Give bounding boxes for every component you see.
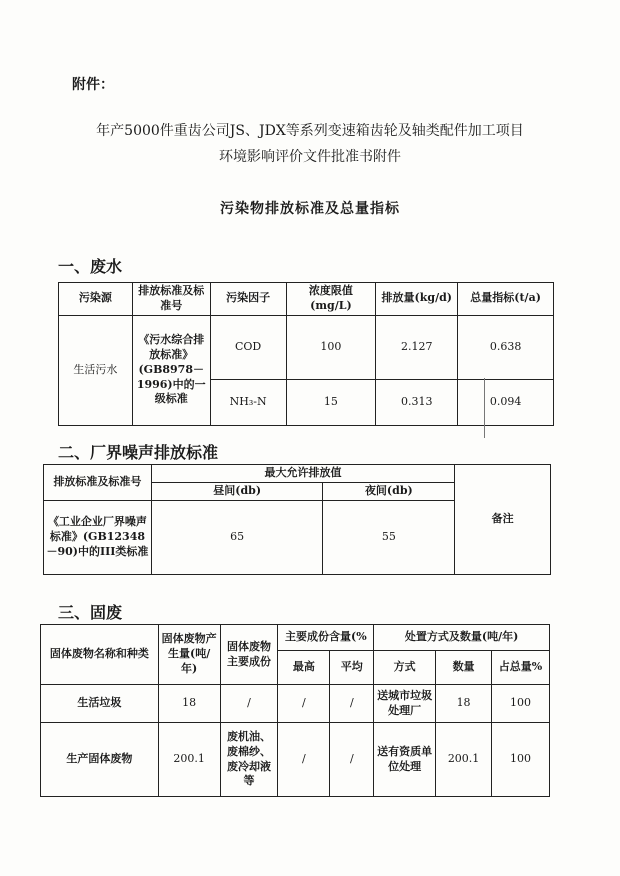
- wastewater-table: [58, 282, 554, 426]
- column-header: 主要成份含量(%: [278, 625, 374, 651]
- solid-waste-table: [40, 624, 550, 797]
- document-title-line1: 年产5000件重齿公司JS、JDX等系列变速箱齿轮及轴类配件加工项目: [96, 123, 524, 139]
- disposal-method-cell: 送城市垃圾处理厂: [374, 685, 436, 723]
- noise-table: [43, 464, 551, 575]
- column-header: 最高: [278, 651, 330, 685]
- day-value-cell: 65: [151, 501, 323, 575]
- standard-cell: 《工业企业厂界噪声标准》(GB12348－90)中的III类标准: [44, 501, 152, 575]
- table-row: [41, 723, 550, 797]
- column-header: 数量: [436, 651, 492, 685]
- column-header: 污染因子: [210, 283, 286, 316]
- discharge-cell: 2.127: [376, 315, 458, 379]
- column-header: 总量指标(t/a): [458, 283, 554, 316]
- disposal-method-cell: 送有资质单位处理: [374, 723, 436, 797]
- document-subtitle: 污染物排放标准及总量指标: [220, 201, 400, 217]
- column-header: 污染源: [59, 283, 133, 316]
- solid-waste-heading: 三、固废: [58, 603, 123, 622]
- column-header: 固体废物产生量(吨/年): [158, 625, 220, 685]
- table-row: [41, 685, 550, 723]
- table-header-row: [59, 283, 554, 316]
- column-header: 昼间(db): [151, 483, 323, 501]
- column-header: 备注: [455, 465, 551, 575]
- document-title-line2: 环境影响评价文件批准书附件: [219, 149, 401, 165]
- high-cell: /: [278, 723, 330, 797]
- column-header: 固体废物名称和种类: [41, 625, 159, 685]
- total-cell: 0.638: [458, 315, 554, 379]
- output-cell: 18: [158, 685, 220, 723]
- avg-cell: /: [330, 723, 374, 797]
- standard-cell: 《污水综合排放标准》(GB8978－1996)中的一级标准: [132, 315, 210, 425]
- attachment-label: 附件：: [72, 77, 114, 93]
- main-component-cell: /: [220, 685, 278, 723]
- pollution-source-cell: 生活污水: [59, 315, 133, 425]
- high-cell: /: [278, 685, 330, 723]
- factor-cell: COD: [210, 315, 286, 379]
- stamp-mark: [484, 378, 511, 438]
- column-header: 排放标准及标准号: [44, 465, 152, 501]
- table-header-row: [44, 465, 551, 483]
- column-header: 占总量%: [492, 651, 550, 685]
- total-cell: 0.094: [458, 379, 554, 425]
- column-header: 固体废物主要成份: [220, 625, 278, 685]
- factor-cell: NH₃-N: [210, 379, 286, 425]
- quantity-cell: 200.1: [436, 723, 492, 797]
- noise-heading: 二、厂界噪声排放标准: [58, 443, 219, 462]
- column-header: 处置方式及数量(吨/年): [374, 625, 550, 651]
- quantity-cell: 18: [436, 685, 492, 723]
- column-header: 夜间(db): [323, 483, 455, 501]
- column-header: 排放标准及标准号: [132, 283, 210, 316]
- discharge-cell: 0.313: [376, 379, 458, 425]
- column-header: 平均: [330, 651, 374, 685]
- output-cell: 200.1: [158, 723, 220, 797]
- share-cell: 100: [492, 723, 550, 797]
- waste-name-cell: 生活垃圾: [41, 685, 159, 723]
- column-header: 排放量(kg/d): [376, 283, 458, 316]
- column-header: 最大允许排放值: [151, 465, 454, 483]
- main-component-cell: 废机油、废棉纱、废冷却液等: [220, 723, 278, 797]
- waste-name-cell: 生产固体废物: [41, 723, 159, 797]
- column-header: 浓度限值(mg/L): [286, 283, 376, 316]
- avg-cell: /: [330, 685, 374, 723]
- night-value-cell: 55: [323, 501, 455, 575]
- share-cell: 100: [492, 685, 550, 723]
- limit-cell: 15: [286, 379, 376, 425]
- table-header-row: [41, 625, 550, 651]
- column-header: 方式: [374, 651, 436, 685]
- wastewater-heading: 一、废水: [58, 257, 123, 276]
- limit-cell: 100: [286, 315, 376, 379]
- table-row: [59, 315, 554, 379]
